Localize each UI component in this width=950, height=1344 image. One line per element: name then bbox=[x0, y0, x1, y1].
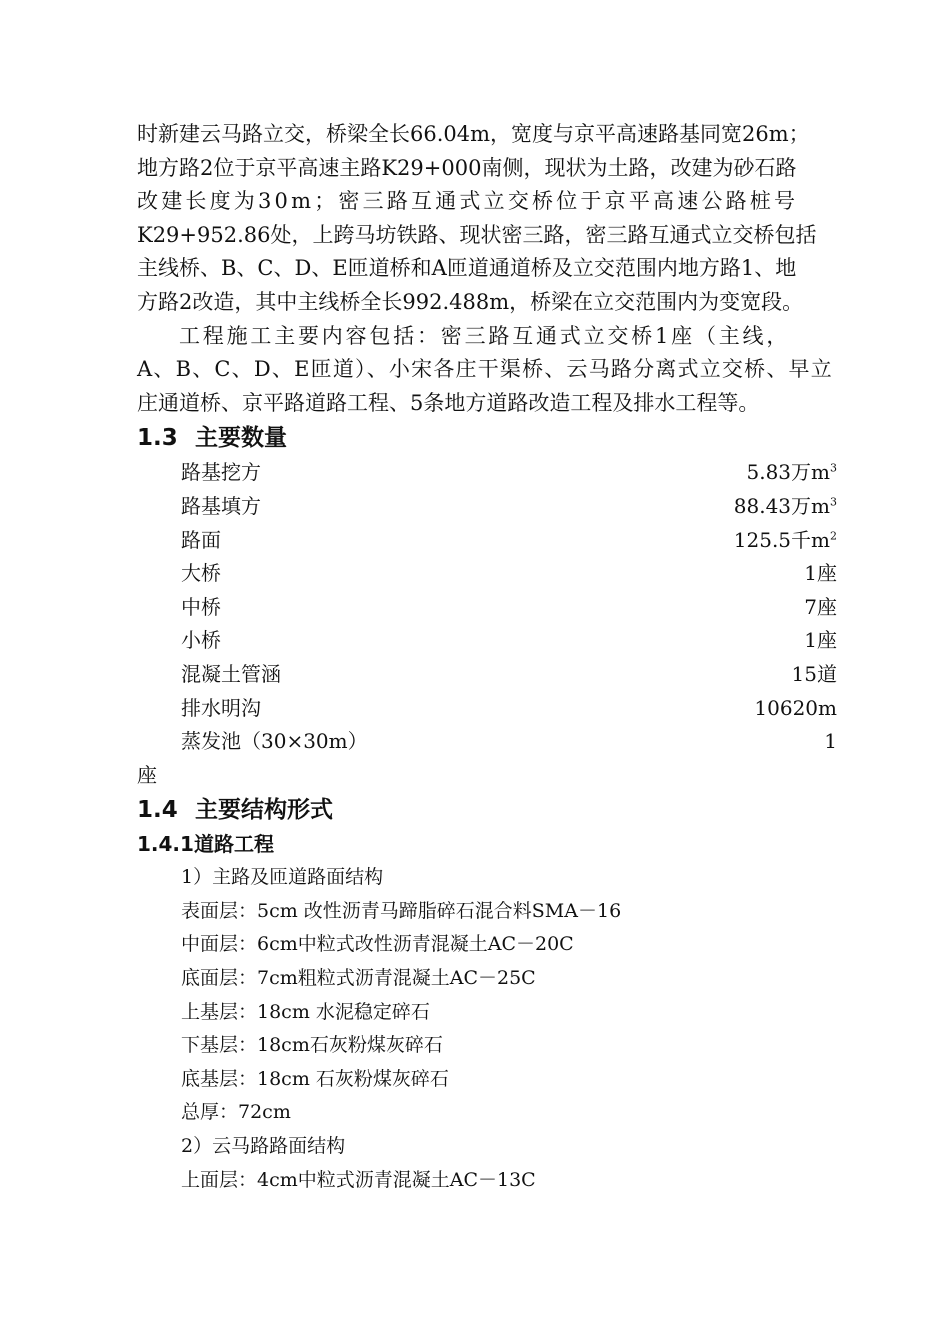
structure-list bbox=[137, 861, 837, 1197]
quantity-value: 1座 bbox=[804, 628, 837, 653]
quantity-value: 10620m bbox=[754, 695, 837, 720]
structure-line: 总厚：72cm bbox=[181, 1101, 291, 1124]
structure-line: 底面层：7cm粗粒式沥青混凝土AC－25C bbox=[181, 967, 536, 990]
quantity-row bbox=[137, 456, 837, 490]
quantity-name: 小桥 bbox=[181, 628, 221, 653]
quantity-row bbox=[137, 490, 837, 524]
section-heading-1-3 bbox=[137, 420, 837, 456]
quantity-value: 7座 bbox=[804, 594, 837, 619]
text-line: K29+952.86处，上跨马坊铁路、现状密三路，密三路互通式立交桥包括 bbox=[137, 222, 817, 247]
document-page bbox=[137, 118, 837, 1197]
structure-line: 中面层：6cm中粒式改性沥青混凝土AC－20C bbox=[181, 933, 574, 956]
quantity-row bbox=[137, 692, 837, 726]
quantity-name: 大桥 bbox=[181, 561, 221, 586]
quantity-name: 路面 bbox=[181, 527, 221, 552]
structure-line: 上基层：18cm 水泥稳定碎石 bbox=[181, 1000, 430, 1023]
text-line: 庄通道桥、京平路道路工程、5条地方道路改造工程及排水工程等。 bbox=[137, 390, 760, 415]
quantity-value: 15道 bbox=[791, 661, 837, 686]
section-title: 主要数量 bbox=[195, 425, 287, 452]
scope-paragraph bbox=[137, 320, 837, 421]
text-line: 地方路2位于京平高速主路K29+000南侧，现状为土路，改建为砂石路 bbox=[137, 155, 797, 180]
structure-line: 底基层：18cm 石灰粉煤灰碎石 bbox=[181, 1067, 449, 1090]
quantity-tail-text: 座 bbox=[137, 762, 157, 787]
quantity-row bbox=[137, 725, 837, 759]
quantity-name: 路基填方 bbox=[181, 493, 261, 518]
quantity-row bbox=[137, 591, 837, 625]
quantity-row bbox=[137, 557, 837, 591]
quantity-name: 中桥 bbox=[181, 594, 221, 619]
text-line: 改建长度为30m；密三路互通式立交桥位于京平高速公路桩号 bbox=[137, 189, 799, 214]
section-number: 1.4 bbox=[137, 797, 178, 824]
text-line: 方路2改造，其中主线桥全长992.488m，桥梁在立交范围内为变宽段。 bbox=[137, 289, 804, 314]
text-line: 时新建云马路立交，桥梁全长66.04m，宽度与京平高速路基同宽26m； bbox=[137, 122, 810, 146]
text-line: A、B、C、D、E匝道）、小宋各庄干渠桥、云马路分离式立交桥、早立 bbox=[137, 357, 833, 382]
quantity-name: 蒸发池（30×30m） bbox=[181, 729, 368, 754]
quantity-row bbox=[137, 624, 837, 658]
structure-line: 2）云马路路面结构 bbox=[181, 1135, 346, 1158]
quantity-value: 1座 bbox=[804, 561, 837, 586]
intro-paragraph bbox=[137, 118, 837, 320]
structure-line: 表面层：5cm 改性沥青马蹄脂碎石混合料SMA－16 bbox=[181, 899, 622, 922]
quantity-value: 88.43万$m^3$ bbox=[733, 493, 837, 518]
structure-line: 1）主路及匝道路面结构 bbox=[181, 866, 384, 889]
quantity-row bbox=[137, 524, 837, 558]
quantity-row bbox=[137, 658, 837, 692]
subsection-heading-1-4-1: 1.4.1道路工程 bbox=[137, 832, 274, 857]
structure-line: 下基层：18cm石灰粉煤灰碎石 bbox=[181, 1034, 443, 1057]
section-number: 1.3 bbox=[137, 425, 178, 452]
section-title: 主要结构形式 bbox=[195, 797, 333, 824]
section-heading-1-4 bbox=[137, 792, 837, 828]
quantity-value: 125.5千$m^2$ bbox=[733, 527, 837, 552]
quantity-value: 1 bbox=[824, 729, 837, 754]
text-line: 主线桥、B、C、D、E匝道桥和A匝道通道桥及立交范围内地方路1、地 bbox=[137, 256, 797, 281]
quantity-name: 路基挖方 bbox=[181, 460, 261, 485]
quantity-name: 混凝土管涵 bbox=[181, 661, 281, 686]
text-line: 工程施工主要内容包括：密三路互通式立交桥1座（主线， bbox=[179, 323, 791, 348]
quantity-value: 5.83万$m^3$ bbox=[746, 460, 837, 485]
quantity-list bbox=[137, 456, 837, 792]
quantity-name: 排水明沟 bbox=[181, 695, 261, 720]
structure-line: 上面层：4cm中粒式沥青混凝土AC－13C bbox=[181, 1168, 536, 1191]
